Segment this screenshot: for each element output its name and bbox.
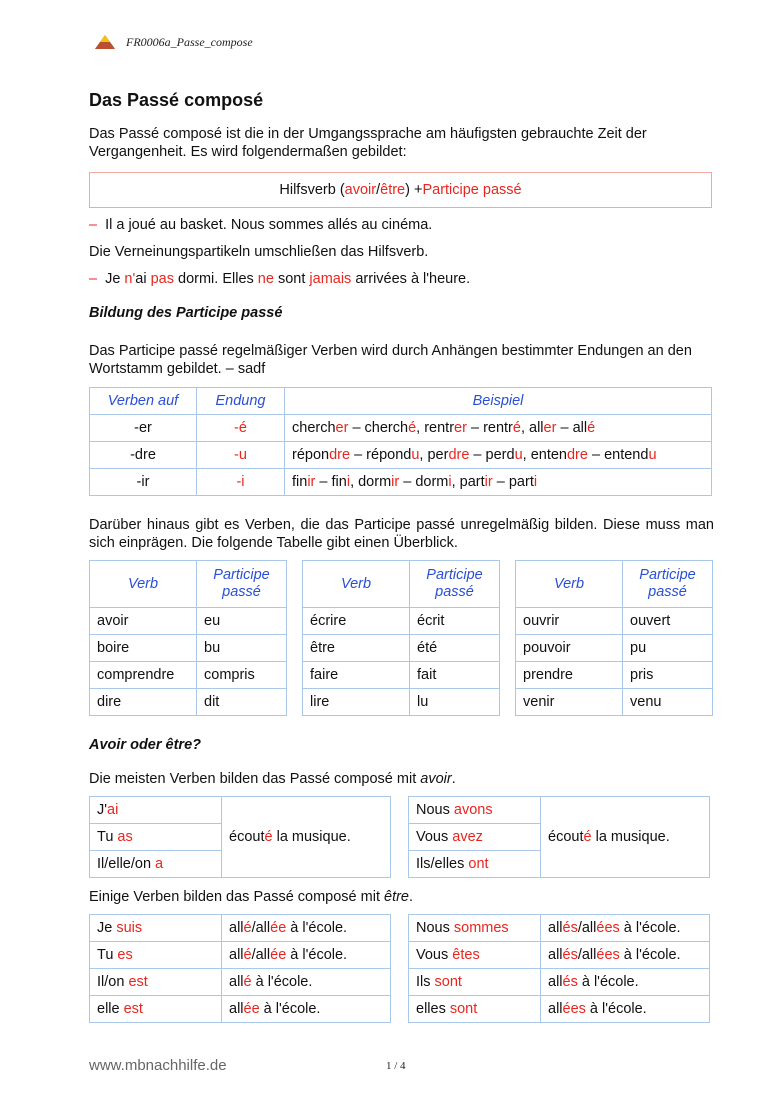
text-fragment: à l'école. bbox=[259, 1001, 321, 1017]
table-row bbox=[303, 662, 500, 689]
highlight-ending: ée bbox=[270, 947, 287, 963]
subject-aux-cell bbox=[409, 824, 541, 851]
auxiliary-form: est bbox=[128, 974, 148, 990]
text-fragment: la musique. bbox=[272, 829, 351, 845]
subject-aux-cell bbox=[90, 824, 222, 851]
highlight-ending: u bbox=[514, 447, 523, 463]
participle-cell: fait bbox=[410, 662, 500, 689]
subject: Nous bbox=[416, 802, 454, 818]
highlight-ending: u bbox=[411, 447, 420, 463]
participle-cell: eu bbox=[197, 608, 287, 635]
text-fragment: all bbox=[548, 947, 563, 963]
ex2-part: ai bbox=[135, 271, 151, 287]
text: . bbox=[451, 771, 456, 787]
example-line-1 bbox=[89, 216, 432, 234]
highlight-ending: és bbox=[562, 974, 578, 990]
highlight-ending: dre bbox=[329, 447, 351, 463]
text-fragment: , part bbox=[451, 474, 485, 490]
text-fragment: fin bbox=[292, 474, 308, 490]
text-fragment: cherch bbox=[292, 420, 336, 436]
verb-cell: écrire bbox=[303, 608, 410, 635]
text-fragment: – part bbox=[492, 474, 534, 490]
table-row bbox=[516, 608, 713, 635]
irregular-table bbox=[89, 560, 287, 716]
text-fragment: , rentr bbox=[416, 420, 455, 436]
col-header-verb: Verb bbox=[90, 561, 197, 608]
highlight-ending: ée bbox=[270, 920, 287, 936]
result-cell bbox=[541, 797, 710, 878]
highlight-ending: u bbox=[648, 447, 657, 463]
table-row bbox=[90, 996, 391, 1023]
participle-phrase-cell bbox=[222, 996, 391, 1023]
highlight-ending: é bbox=[243, 920, 252, 936]
text-fragment: , enten bbox=[522, 447, 567, 463]
table-row bbox=[90, 415, 712, 442]
formula-slash: / bbox=[376, 182, 381, 198]
table-row bbox=[516, 662, 713, 689]
participle-cell: compris bbox=[197, 662, 287, 689]
text-fragment: à l'école. bbox=[251, 974, 313, 990]
highlight-ending: dre bbox=[448, 447, 470, 463]
ex2-part: sont bbox=[273, 271, 310, 287]
highlight-ending: é bbox=[512, 420, 521, 436]
auxiliary-form: ont bbox=[468, 856, 489, 872]
avoir-table-left bbox=[89, 796, 391, 878]
highlight-ending: ées bbox=[562, 1001, 586, 1017]
participle-cell: ouvert bbox=[623, 608, 713, 635]
bildung-paragraph: Das Participe passé regelmäßiger Verben wird durch Anhängen bestimmter Endungen an den Wortstamm gebildet. – sadf bbox=[89, 343, 692, 377]
verb-cell: être bbox=[303, 635, 410, 662]
col-header-participe: Participe passé bbox=[197, 561, 287, 608]
text: Einige Verben bilden das Passé composé mit bbox=[89, 889, 385, 905]
participle-cell: lu bbox=[410, 689, 500, 716]
highlight-ending: é bbox=[264, 829, 273, 845]
col-header-verb: Verb bbox=[303, 561, 410, 608]
highlight-ending: és bbox=[562, 947, 578, 963]
table-row bbox=[90, 442, 712, 469]
text-fragment: à l'école. bbox=[577, 974, 639, 990]
participle-ending: -i bbox=[197, 469, 285, 496]
subject: Nous bbox=[416, 920, 454, 936]
highlight-ending: ées bbox=[596, 920, 620, 936]
table-row bbox=[90, 915, 391, 942]
text-fragment: – all bbox=[556, 420, 588, 436]
text-fragment: à l'école. bbox=[286, 920, 348, 936]
ex2-ne: n' bbox=[124, 271, 136, 287]
participle-cell: été bbox=[410, 635, 500, 662]
verb-cell: avoir bbox=[90, 608, 197, 635]
verb-cell: lire bbox=[303, 689, 410, 716]
page-number: 1 / 4 bbox=[386, 1060, 406, 1072]
table-row bbox=[303, 689, 500, 716]
auxiliary-form: avons bbox=[453, 802, 493, 818]
logo-icon bbox=[94, 34, 116, 50]
formula-participe: Participe passé bbox=[422, 182, 522, 198]
example-line-2 bbox=[89, 270, 470, 288]
highlight-ending: dre bbox=[566, 447, 588, 463]
table-row bbox=[516, 635, 713, 662]
participle-ending: -é bbox=[197, 415, 285, 442]
subject-aux-cell bbox=[90, 797, 222, 824]
infinitive-ending: -ir bbox=[90, 469, 197, 496]
subject-aux-cell bbox=[409, 797, 541, 824]
text-fragment: – perd bbox=[469, 447, 515, 463]
footer-website: www.mbnachhilfe.de bbox=[89, 1057, 227, 1074]
col-header-verben-auf: Verben auf bbox=[90, 388, 197, 415]
participle-cell: pris bbox=[623, 662, 713, 689]
col-header-participe: Participe passé bbox=[410, 561, 500, 608]
text-fragment: all bbox=[229, 920, 244, 936]
text-avoir: avoir bbox=[420, 771, 452, 787]
highlight-ending: i bbox=[346, 474, 351, 490]
col-header-participe: Participe passé bbox=[623, 561, 713, 608]
participle-cell: dit bbox=[197, 689, 287, 716]
text-fragment: à l'école. bbox=[619, 947, 681, 963]
text-fragment: à l'école. bbox=[585, 1001, 647, 1017]
participle-cell: bu bbox=[197, 635, 287, 662]
negation-intro: Die Verneinungspartikeln umschließen das Hilfsverb. bbox=[89, 244, 429, 260]
highlight-ending: ées bbox=[596, 947, 620, 963]
auxiliary-form: avez bbox=[452, 829, 483, 845]
highlight-ending: é bbox=[587, 420, 596, 436]
text-fragment: /all bbox=[251, 947, 271, 963]
subject: elles bbox=[416, 1001, 450, 1017]
subject-aux-cell bbox=[409, 851, 541, 878]
text-etre: être bbox=[384, 889, 410, 905]
text-fragment: all bbox=[229, 974, 244, 990]
auxiliary-form: as bbox=[117, 829, 133, 845]
participle-ending: -u bbox=[197, 442, 285, 469]
irregular-table bbox=[302, 560, 500, 716]
text-fragment: /all bbox=[251, 920, 271, 936]
document-header bbox=[94, 34, 253, 50]
subject: Ils bbox=[416, 974, 435, 990]
highlight-ending: é bbox=[408, 420, 417, 436]
subject: Tu bbox=[97, 829, 118, 845]
text-fragment: , per bbox=[419, 447, 449, 463]
highlight-ending: és bbox=[562, 920, 578, 936]
infinitive-ending: -er bbox=[90, 415, 197, 442]
text-fragment: /all bbox=[577, 947, 597, 963]
table-row bbox=[90, 469, 712, 496]
table-row bbox=[303, 608, 500, 635]
participle-phrase-cell bbox=[541, 942, 710, 969]
verb-cell: dire bbox=[90, 689, 197, 716]
regular-endings-table bbox=[89, 387, 712, 496]
example-cell bbox=[285, 415, 712, 442]
ex2-part: dormi. Elles bbox=[173, 271, 258, 287]
text: Die meisten Verben bilden das Passé composé mit bbox=[89, 771, 421, 787]
participle-phrase-cell bbox=[222, 942, 391, 969]
highlight-ending: er bbox=[335, 420, 349, 436]
highlight-ending: i bbox=[533, 474, 538, 490]
section-heading-bildung: Bildung des Participe passé bbox=[89, 305, 283, 321]
text-fragment: – fin bbox=[315, 474, 347, 490]
text-fragment: – cherch bbox=[348, 420, 409, 436]
table-row bbox=[90, 942, 391, 969]
text-fragment: all bbox=[229, 1001, 244, 1017]
participle-cell: venu bbox=[623, 689, 713, 716]
subject-aux-cell bbox=[409, 969, 541, 996]
example-cell bbox=[285, 469, 712, 496]
highlight-ending: i bbox=[448, 474, 452, 490]
table-row bbox=[303, 635, 500, 662]
auxiliary-form: es bbox=[117, 947, 133, 963]
avoir-intro bbox=[89, 770, 456, 788]
subject: Ils/elles bbox=[416, 856, 469, 872]
highlight-ending: ir bbox=[484, 474, 493, 490]
subject: Vous bbox=[416, 947, 453, 963]
auxiliary-form: suis bbox=[116, 920, 143, 936]
participle-cell: pu bbox=[623, 635, 713, 662]
auxiliary-form: est bbox=[123, 1001, 143, 1017]
etre-table-left bbox=[89, 914, 391, 1023]
table-row bbox=[409, 915, 710, 942]
auxiliary-form: sont bbox=[434, 974, 462, 990]
subject: Il/elle/on bbox=[97, 856, 156, 872]
auxiliary-form: sont bbox=[449, 1001, 478, 1017]
subject: Vous bbox=[416, 829, 453, 845]
subject-aux-cell bbox=[90, 942, 222, 969]
col-header-verb: Verb bbox=[516, 561, 623, 608]
table-row bbox=[90, 608, 287, 635]
subject: Je bbox=[97, 920, 117, 936]
text-fragment: /all bbox=[577, 920, 597, 936]
subject: elle bbox=[97, 1001, 124, 1017]
table-row bbox=[409, 942, 710, 969]
table-row bbox=[409, 797, 710, 824]
text: . bbox=[409, 889, 414, 905]
verb-cell: pouvoir bbox=[516, 635, 623, 662]
table-row bbox=[516, 689, 713, 716]
ex2-part: arrivées à l'heure. bbox=[351, 271, 471, 287]
etre-table-right bbox=[408, 914, 710, 1023]
example-text: Il a joué au basket. Nous sommes allés au cinéma. bbox=[105, 217, 433, 233]
auxiliary-form: a bbox=[155, 856, 164, 872]
text-fragment: répon bbox=[292, 447, 330, 463]
text-fragment: all bbox=[548, 920, 563, 936]
text-fragment: à l'école. bbox=[286, 947, 348, 963]
intro-paragraph: Das Passé composé ist die in der Umgangssprache am häufigsten gebrauchte Zeit der Vergangenheit. Es wird folgendermaßen gebildet: bbox=[89, 126, 647, 160]
table-row bbox=[90, 635, 287, 662]
highlight-ending: é bbox=[583, 829, 592, 845]
verb-cell: boire bbox=[90, 635, 197, 662]
text-fragment: – rentr bbox=[466, 420, 513, 436]
table-row bbox=[409, 969, 710, 996]
auxiliary-form: sommes bbox=[453, 920, 509, 936]
subject: J' bbox=[97, 802, 108, 818]
highlight-ending: er bbox=[543, 420, 557, 436]
ex2-part: Je bbox=[105, 271, 125, 287]
formula-box bbox=[89, 172, 712, 208]
auxiliary-form: êtes bbox=[452, 947, 480, 963]
participle-phrase-cell bbox=[541, 915, 710, 942]
infinitive-ending: -dre bbox=[90, 442, 197, 469]
subject-aux-cell bbox=[90, 851, 222, 878]
formula-plus: ) + bbox=[405, 182, 423, 198]
text-fragment: all bbox=[548, 974, 563, 990]
subject: Il/on bbox=[97, 974, 129, 990]
text-fragment: all bbox=[229, 947, 244, 963]
dash: – bbox=[89, 217, 98, 233]
verb-cell: ouvrir bbox=[516, 608, 623, 635]
subject-aux-cell bbox=[409, 996, 541, 1023]
dash: – bbox=[89, 271, 98, 287]
ex2-jamais: jamais bbox=[309, 271, 352, 287]
formula-text: Hilfsverb ( bbox=[279, 182, 345, 198]
example-cell bbox=[285, 442, 712, 469]
highlight-ending: ir bbox=[307, 474, 316, 490]
avoir-table-right bbox=[408, 796, 710, 878]
formula-etre: être bbox=[380, 182, 406, 198]
highlight-ending: er bbox=[454, 420, 467, 436]
subject-aux-cell bbox=[90, 915, 222, 942]
page-title: Das Passé composé bbox=[89, 90, 264, 110]
participle-phrase-cell bbox=[222, 915, 391, 942]
ex2-pas: pas bbox=[150, 271, 174, 287]
verb-cell: faire bbox=[303, 662, 410, 689]
text-fragment: écout bbox=[229, 829, 265, 845]
participle-cell: écrit bbox=[410, 608, 500, 635]
table-row bbox=[90, 662, 287, 689]
participle-phrase-cell bbox=[541, 969, 710, 996]
subject-aux-cell bbox=[409, 942, 541, 969]
participle-phrase-cell bbox=[541, 996, 710, 1023]
text-fragment: – entend bbox=[587, 447, 649, 463]
table-row bbox=[90, 969, 391, 996]
etre-intro bbox=[89, 888, 413, 906]
document-id: FR0006a_Passe_compose bbox=[126, 34, 253, 49]
table-row bbox=[409, 996, 710, 1023]
auxiliary-form: ai bbox=[107, 802, 119, 818]
text-fragment: écout bbox=[548, 829, 584, 845]
table-row bbox=[90, 689, 287, 716]
text-fragment: – répond bbox=[350, 447, 412, 463]
highlight-ending: ir bbox=[391, 474, 400, 490]
table-row bbox=[90, 797, 391, 824]
highlight-ending: é bbox=[243, 947, 252, 963]
subject-aux-cell bbox=[409, 915, 541, 942]
ex2-ne: ne bbox=[257, 271, 274, 287]
subject-aux-cell bbox=[90, 996, 222, 1023]
text-fragment: – dorm bbox=[399, 474, 449, 490]
result-cell bbox=[222, 797, 391, 878]
text-fragment: all bbox=[548, 1001, 563, 1017]
verb-cell: prendre bbox=[516, 662, 623, 689]
col-header-beispiel: Beispiel bbox=[285, 388, 712, 415]
irregular-paragraph: Darüber hinaus gibt es Verben, die das Participe passé unregelmäßig bilden. Diese muss man sich einprägen. Die folgende Tabelle gibt einen Überblick. bbox=[89, 517, 714, 551]
subject: Tu bbox=[97, 947, 118, 963]
verb-cell: venir bbox=[516, 689, 623, 716]
col-header-endung: Endung bbox=[197, 388, 285, 415]
text-fragment: la musique. bbox=[591, 829, 670, 845]
highlight-ending: é bbox=[243, 974, 252, 990]
text-fragment: , dorm bbox=[350, 474, 392, 490]
text-fragment: à l'école. bbox=[619, 920, 681, 936]
highlight-ending: ée bbox=[243, 1001, 260, 1017]
irregular-table bbox=[515, 560, 713, 716]
formula-avoir: avoir bbox=[344, 182, 377, 198]
verb-cell: comprendre bbox=[90, 662, 197, 689]
subject-aux-cell bbox=[90, 969, 222, 996]
participle-phrase-cell bbox=[222, 969, 391, 996]
text-fragment: , all bbox=[520, 420, 544, 436]
section-heading-avoir-etre: Avoir oder être? bbox=[89, 737, 201, 753]
